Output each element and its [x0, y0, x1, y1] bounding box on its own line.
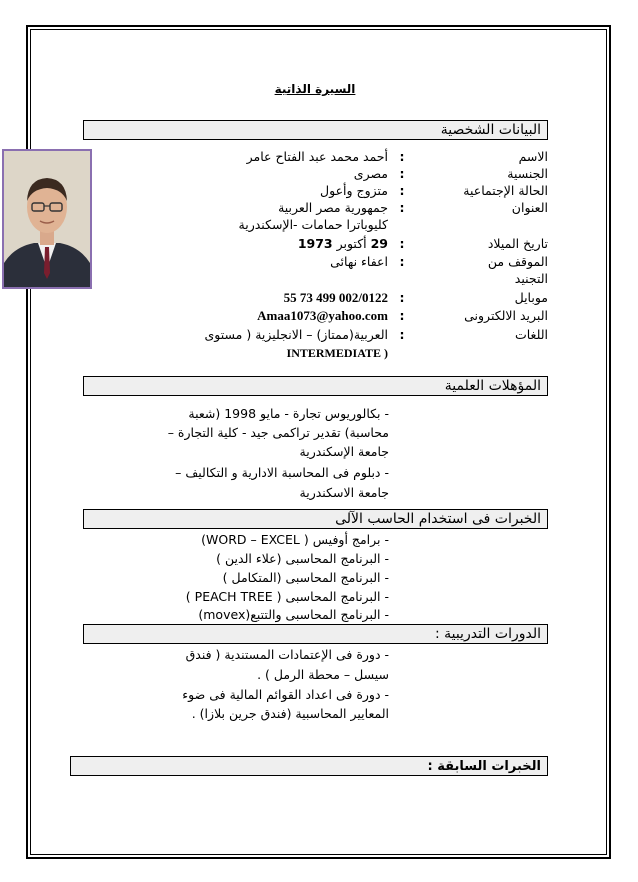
course-line-4: المعايير المحاسبية (فندق جرين بلازا) .	[191, 706, 389, 721]
label-military-status-line2: التجنيد	[514, 271, 548, 286]
birth-year: 1973	[297, 236, 333, 251]
label-email: البريد الالكترونى	[464, 308, 548, 323]
label-mobile: موبايل	[514, 290, 548, 305]
colon-languages: :	[399, 327, 405, 342]
course-line-2: سيسل – محطة الرمل ) .	[257, 667, 389, 682]
value-mobile: 55 73 499 002/0122	[283, 290, 388, 305]
value-nationality: مصرى	[353, 166, 388, 181]
colon-name: :	[399, 149, 405, 164]
profile-photo	[2, 149, 92, 289]
label-address: العنوان	[511, 200, 548, 215]
qualification-line-5: جامعة الاسكندرية	[299, 485, 389, 500]
colon-marital-status: :	[399, 183, 405, 198]
colon-address: :	[399, 200, 405, 215]
value-military-status: اعفاء نهائى	[330, 254, 388, 269]
colon-military-status: :	[399, 254, 405, 269]
label-name: الاسم	[518, 149, 548, 164]
portrait-picture	[4, 151, 90, 287]
label-languages: اللغات	[514, 327, 548, 342]
section-qualifications: المؤهلات العلمية	[83, 376, 548, 396]
qualification-line-3: جامعة الإسكندرية	[299, 444, 389, 459]
colon-mobile: :	[399, 290, 405, 305]
section-experience: الخبرات السابقة :	[70, 756, 548, 776]
course-line-1: - دورة فى الإعتمادات المستندية ( فندق	[185, 647, 389, 662]
value-email: Amaa1073@yahoo.com	[257, 308, 388, 323]
computer-skill-3: - البرنامج المحاسبى (المتكامل )	[222, 570, 389, 585]
label-military-status: الموقف من	[487, 254, 548, 269]
computer-skill-4: - البرنامج المحاسبى ( PEACH TREE )	[185, 589, 389, 604]
page-title: السيرة الذاتية	[274, 82, 356, 96]
section-computer-skills: الخبرات فى استخدام الحاسب الآلى	[83, 509, 548, 529]
label-nationality: الجنسية	[507, 166, 548, 181]
qualification-line-1: - بكالوريوس تجارة - مايو 1998 (شعبة	[188, 406, 389, 421]
colon-birth-date: :	[399, 236, 405, 251]
label-birth-date: تاريخ الميلاد	[487, 236, 548, 251]
value-address: جمهورية مصر العربية	[278, 200, 388, 215]
birth-day: 29	[370, 236, 388, 251]
colon-nationality: :	[399, 166, 405, 181]
birth-month: أكتوبر	[332, 236, 371, 251]
value-languages: العربية(ممتاز) – الانجليزية ( مستوى	[204, 327, 388, 342]
value-marital-status: متزوج وأعول	[320, 183, 388, 198]
computer-skill-5: - البرنامج المحاسبى والتتبع(movex)	[198, 607, 389, 622]
qualification-line-2: محاسبة) تقدير تراكمى جيد - كلية التجارة –	[167, 425, 389, 440]
value-name: أحمد محمد عبد الفتاح عامر	[246, 149, 388, 164]
colon-email: :	[399, 308, 405, 323]
qualification-line-4: - دبلوم فى المحاسبة الادارية و التكاليف –	[175, 465, 389, 480]
computer-skill-1: - برامج أوفيس ( WORD – EXCEL)	[201, 532, 389, 547]
section-courses: الدورات التدريبية :	[83, 624, 548, 644]
value-birth-date	[128, 235, 388, 253]
label-marital-status: الحالة الإجتماعية	[463, 183, 548, 198]
value-languages-level: INTERMEDIATE )	[286, 346, 388, 360]
value-address-line2: كليوباترا حمامات -الإسكندرية	[238, 217, 388, 232]
section-personal: البيانات الشخصية	[83, 120, 548, 140]
computer-skill-2: - البرنامج المحاسبى (علاء الدين )	[216, 551, 389, 566]
course-line-3: - دورة فى اعداد القوائم المالية فى ضوء	[182, 687, 389, 702]
